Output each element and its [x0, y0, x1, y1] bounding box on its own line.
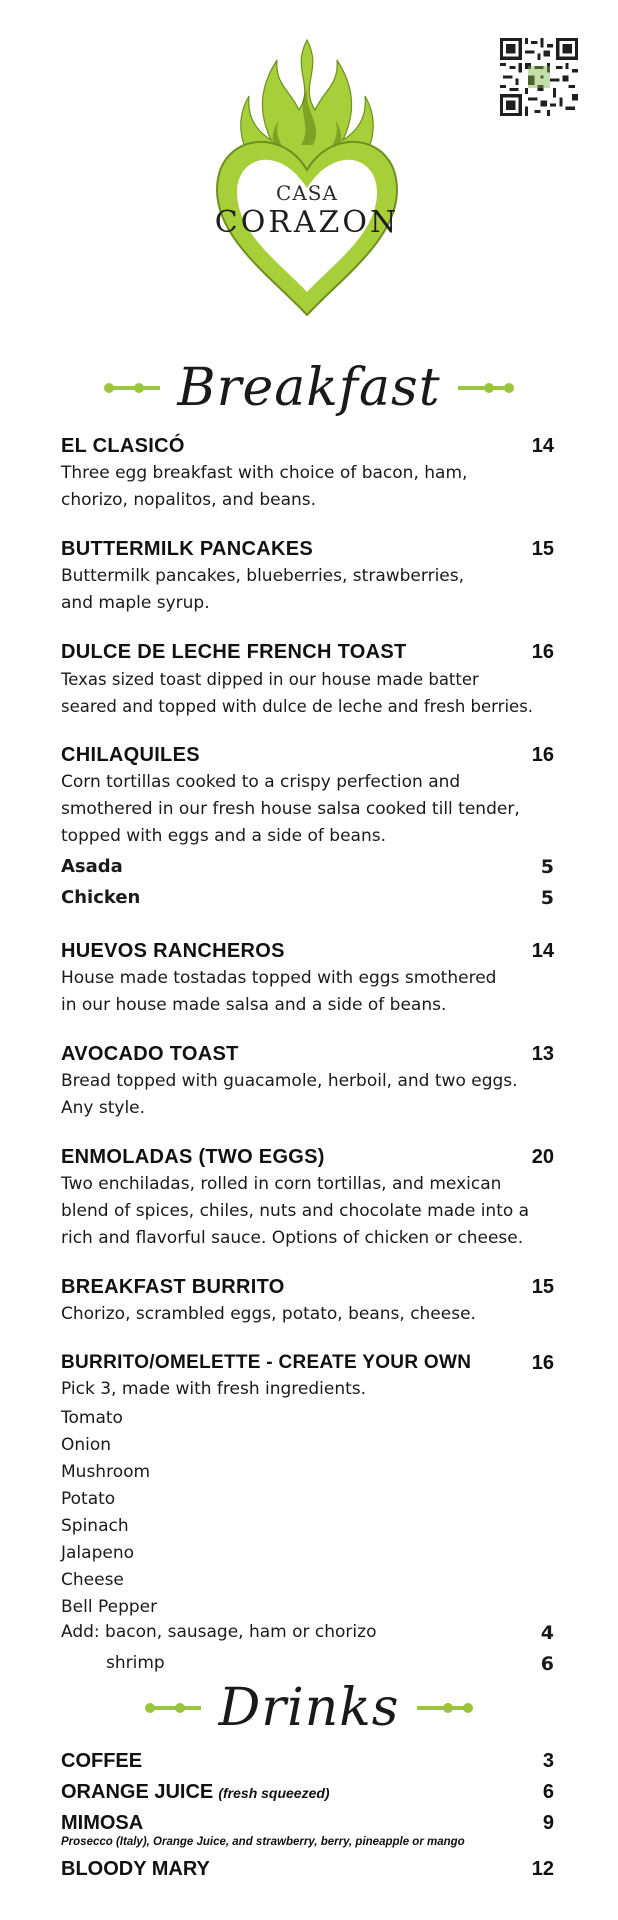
logo-name-top: CASA [276, 181, 338, 205]
item-name: HUEVOS RANCHEROS [61, 940, 285, 962]
drink-name: MIMOSA [61, 1812, 144, 1834]
option-item: Potato [61, 1489, 116, 1509]
item-description: Chorizo, scrambled eggs, potato, beans, cheese. [61, 1304, 476, 1324]
item-description: Three egg breakfast with choice of bacon, ham, chorizo, nopalitos, and beans. [61, 463, 468, 510]
item-description: Bread topped with guacamole, herboil, and two eggs. Any style. [61, 1071, 518, 1118]
item-price: 16 [531, 744, 554, 766]
addon-row [61, 1653, 554, 1673]
addon-row [61, 1622, 554, 1642]
mimosa-detail: Prosecco (Italy), Orange Juice, and strawberry, berry, pineapple or mango [61, 1836, 465, 1848]
menu-item [61, 744, 554, 850]
option-item: Onion [61, 1435, 112, 1455]
menu-item [61, 1146, 554, 1252]
menu-item [61, 1352, 554, 1403]
logo-name-bottom: CORAZON [214, 205, 400, 240]
drink-item [61, 1781, 554, 1804]
item-name: EL CLASICÓ [61, 435, 185, 457]
drink-price: 9 [542, 1812, 554, 1834]
item-name: CHILAQUILES [61, 744, 200, 766]
drinks-header [0, 1678, 618, 1738]
item-description: Buttermilk pancakes, blueberries, strawberries, and maple syrup. [61, 566, 465, 613]
drink-price: 3 [542, 1750, 554, 1772]
item-price: 20 [531, 1146, 554, 1168]
drinks-title: Drinks [218, 1678, 400, 1738]
item-name: DULCE DE LECHE FRENCH TOAST [61, 641, 407, 663]
addon-price: 5 [540, 887, 554, 909]
drink-note: (fresh squeezed) [218, 1785, 330, 1801]
drink-price: 6 [542, 1781, 554, 1803]
item-name: ENMOLADAS (TWO EGGS) [61, 1146, 325, 1168]
option-item: Jalapeno [61, 1543, 134, 1563]
addon-price: 5 [540, 856, 554, 878]
option-item: Bell Pepper [61, 1597, 158, 1617]
item-description: Corn tortillas cooked to a crispy perfection and smothered in our fresh house salsa cooked till tender, topped with eggs and a side of beans. [61, 772, 520, 846]
header-divider [458, 386, 510, 390]
drink-name: BLOODY MARY [61, 1858, 210, 1880]
addon-name: Asada [61, 856, 123, 877]
item-description: House made tostadas topped with eggs smothered in our house made salsa and a side of beans. [61, 968, 497, 1015]
breakfast-title: Breakfast [177, 358, 441, 418]
addon-row [61, 887, 554, 908]
option-item: Tomato [61, 1408, 123, 1428]
menu-item [61, 435, 554, 514]
item-price: 16 [531, 1352, 554, 1374]
header-divider [149, 1706, 201, 1710]
item-description: Pick 3, made with fresh ingredients. [61, 1379, 367, 1399]
item-name: BREAKFAST BURRITO [61, 1276, 285, 1298]
drink-item [61, 1858, 554, 1881]
item-price: 15 [531, 538, 554, 560]
item-price: 13 [531, 1043, 554, 1065]
casa-corazon-logo [195, 30, 420, 320]
drink-price: 12 [531, 1858, 554, 1880]
item-name: AVOCADO TOAST [61, 1043, 239, 1065]
drink-item [61, 1812, 554, 1835]
qr-code[interactable] [500, 38, 578, 116]
item-price: 15 [531, 1276, 554, 1298]
item-price: 16 [531, 641, 554, 663]
item-description: Two enchiladas, rolled in corn tortillas, and mexican blend of spices, chiles, nuts and chocolate made into a rich and flavorful sauce. Options of chicken or cheese. [61, 1174, 530, 1248]
addon-row [61, 856, 554, 877]
option-item: Mushroom [61, 1462, 151, 1482]
addon-price: 4 [540, 1622, 554, 1644]
item-price: 14 [531, 940, 554, 962]
item-name: BUTTERMILK PANCAKES [61, 538, 313, 560]
breakfast-header [0, 358, 618, 418]
menu-item [61, 538, 554, 617]
omelette-options [61, 1405, 157, 1621]
option-item: Cheese [61, 1570, 124, 1590]
item-price: 14 [531, 435, 554, 457]
menu-item [61, 1276, 554, 1328]
addon-price: 6 [540, 1653, 554, 1675]
drink-item [61, 1750, 554, 1773]
option-item: Spinach [61, 1516, 129, 1536]
header-divider [417, 1706, 469, 1710]
addon-name: Add: bacon, sausage, ham or chorizo [61, 1622, 377, 1642]
addon-name: Chicken [61, 887, 141, 908]
menu-item [61, 1043, 554, 1122]
drink-name: COFFEE [61, 1750, 143, 1772]
menu-item [61, 641, 554, 720]
item-name: BURRITO/OMELETTE - CREATE YOUR OWN [61, 1352, 472, 1373]
header-divider [108, 386, 160, 390]
drink-name: ORANGE JUICE [61, 1781, 214, 1803]
item-description: Texas sized toast dipped in our house made batter seared and topped with dulce de leche and fresh berries. [61, 670, 534, 716]
menu-item [61, 940, 554, 1019]
addon-name: shrimp [106, 1653, 165, 1673]
